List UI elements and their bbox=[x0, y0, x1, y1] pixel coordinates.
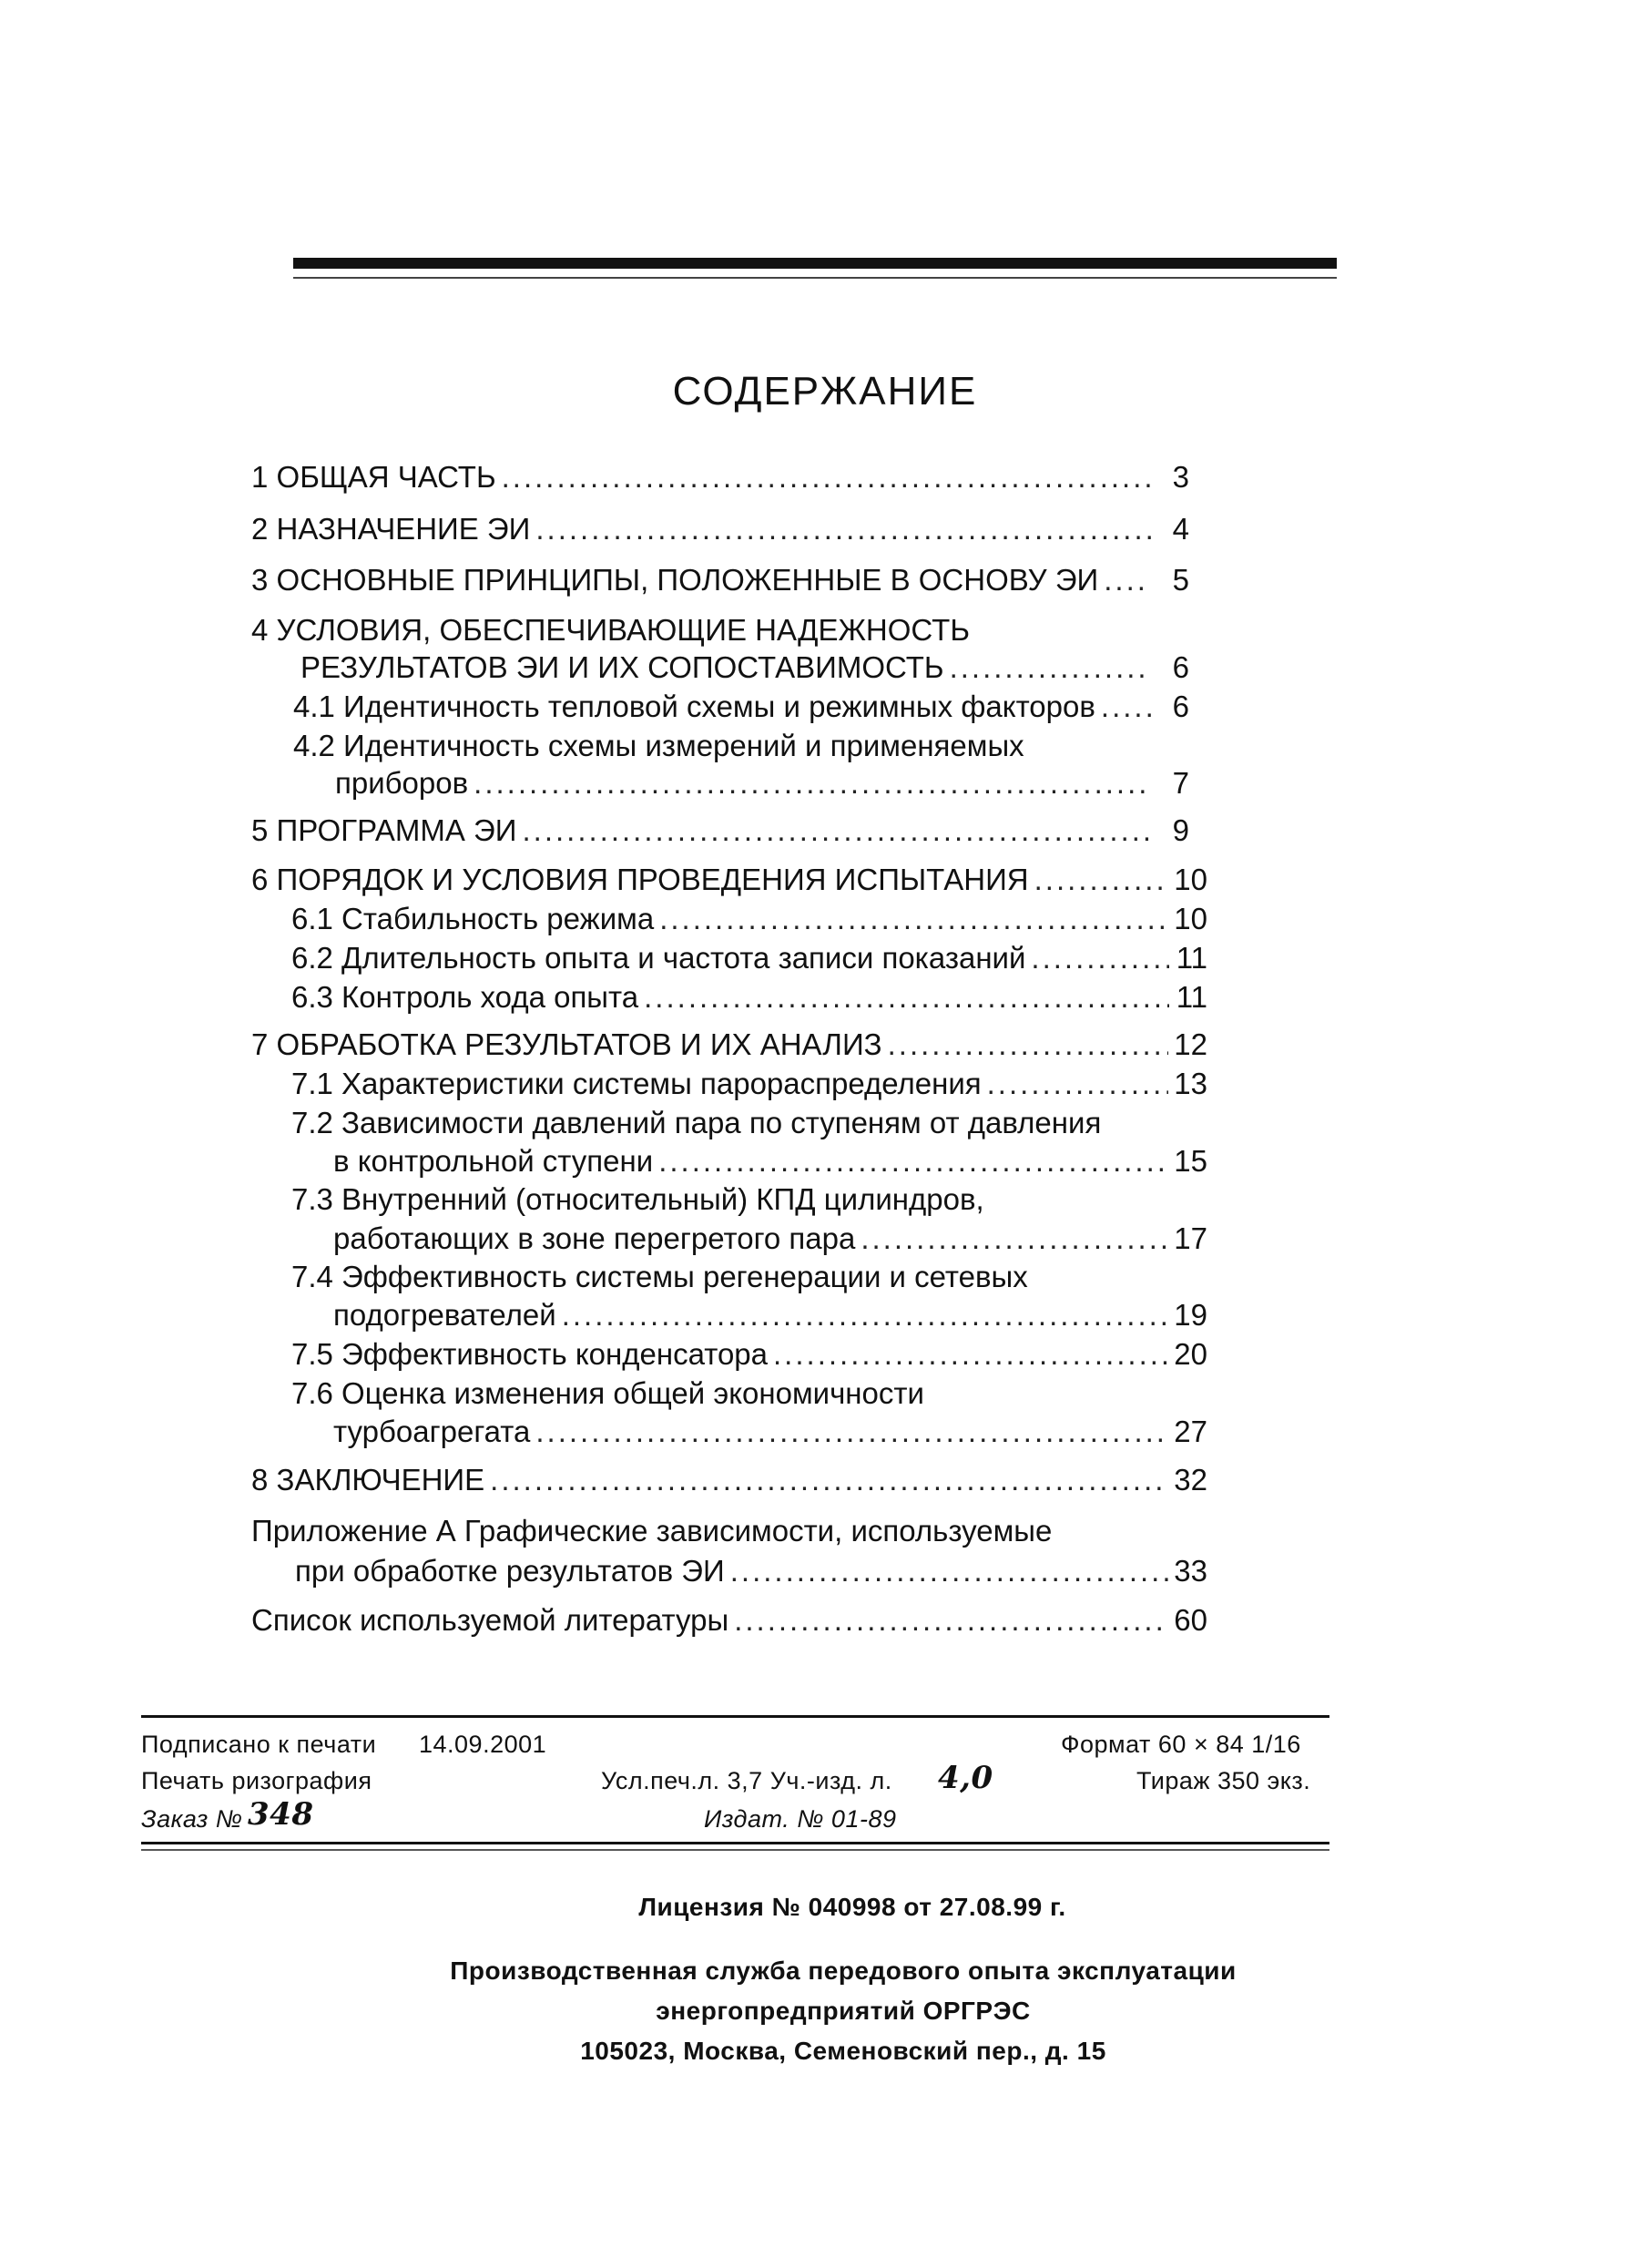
toc-entry-text: 7.1 Характеристики системы парораспределения bbox=[291, 1067, 982, 1100]
toc-entry-text: 8 ЗАКЛЮЧЕНИЕ bbox=[251, 1463, 485, 1497]
toc-page-number: 20 bbox=[1174, 1337, 1207, 1371]
imprint-izdat: Издат. № 01-89 bbox=[704, 1805, 897, 1833]
toc-entry-7-2-line1: 7.2 Зависимости давлений пара по ступеням от давления bbox=[291, 1106, 1102, 1139]
toc-leader bbox=[535, 1415, 1168, 1449]
toc-page-number: 33 bbox=[1174, 1554, 1207, 1588]
toc-page-number: 7 bbox=[1172, 766, 1189, 800]
toc-entry-appendix-line1: Приложение А Графические зависимости, используемые bbox=[251, 1514, 1053, 1548]
toc-page-number: 12 bbox=[1174, 1027, 1207, 1061]
toc-entry-7-6[interactable] bbox=[333, 1415, 1207, 1449]
toc-entry-7-3-line1: 7.3 Внутренний (относительный) КПД цилиндров, bbox=[291, 1182, 984, 1216]
toc-entry-6-2[interactable] bbox=[291, 941, 1207, 976]
toc-leader bbox=[987, 1067, 1169, 1101]
toc-entry-7-5[interactable] bbox=[291, 1337, 1207, 1372]
toc-page-number: 6 bbox=[1172, 690, 1189, 723]
toc-leader bbox=[950, 650, 1151, 685]
imprint-tirage: Тираж 350 экз. bbox=[1136, 1767, 1311, 1794]
toc-entry-7-2[interactable] bbox=[333, 1144, 1207, 1179]
toc-entry-4-line1: 4 УСЛОВИЯ, ОБЕСПЕЧИВАЮЩИЕ НАДЕЖНОСТЬ bbox=[251, 613, 970, 647]
toc-entry-appendix[interactable] bbox=[295, 1554, 1207, 1589]
imprint-signed-date: 14.09.2001 bbox=[419, 1731, 547, 1758]
toc-page-number: 17 bbox=[1174, 1221, 1207, 1255]
toc-page-number: 27 bbox=[1174, 1415, 1207, 1448]
toc-entry-2[interactable] bbox=[251, 512, 1189, 547]
license-line: Лицензия № 040998 от 27.08.99 г. bbox=[638, 1893, 1066, 1921]
publisher-line-3: 105023, Москва, Семеновский пер., д. 15 bbox=[580, 2037, 1106, 2065]
toc-leader bbox=[490, 1463, 1168, 1497]
imprint-usl: Усл.печ.л. 3,7 Уч.-изд. л. bbox=[601, 1767, 892, 1794]
toc-leader bbox=[658, 1144, 1168, 1179]
imprint-order-label: Заказ № bbox=[141, 1805, 243, 1833]
toc-entry-text: 1 ОБЩАЯ ЧАСТЬ bbox=[251, 460, 496, 494]
toc-entry-5[interactable] bbox=[251, 813, 1189, 848]
toc-entry-text: при обработке результатов ЭИ bbox=[295, 1554, 725, 1588]
imprint-rule-bottom bbox=[141, 1842, 1329, 1844]
toc-leader bbox=[730, 1554, 1169, 1589]
toc-leader bbox=[522, 813, 1151, 848]
toc-entry-7-4[interactable] bbox=[333, 1298, 1207, 1333]
toc-entry-text: 6.2 Длительность опыта и частота записи показаний bbox=[291, 941, 1026, 975]
toc-page-number: 6 bbox=[1172, 650, 1189, 684]
toc-entry-4-2[interactable] bbox=[335, 766, 1189, 801]
toc-leader bbox=[773, 1337, 1168, 1372]
toc-entry-7-1[interactable] bbox=[291, 1067, 1207, 1101]
toc-entry-text: 2 НАЗНАЧЕНИЕ ЭИ bbox=[251, 512, 531, 546]
toc-leader bbox=[1104, 563, 1151, 598]
toc-entry-7-4-line1: 7.4 Эффективность системы регенерации и сетевых bbox=[291, 1260, 1028, 1293]
toc-leader bbox=[888, 1027, 1169, 1062]
toc-entry-7-3[interactable] bbox=[333, 1221, 1207, 1256]
toc-page-number: 9 bbox=[1172, 813, 1189, 847]
toc-leader bbox=[502, 460, 1151, 495]
imprint-rule-bottom-thin bbox=[141, 1849, 1329, 1851]
toc-leader bbox=[644, 980, 1169, 1015]
toc-page-number: 60 bbox=[1174, 1603, 1207, 1637]
toc-entry-text: 5 ПРОГРАММА ЭИ bbox=[251, 813, 517, 847]
toc-entry-text: работающих в зоне перегретого пара bbox=[333, 1221, 856, 1255]
toc-page-number: 3 bbox=[1172, 460, 1189, 494]
imprint-rule-top bbox=[141, 1715, 1329, 1718]
toc-entry-text: 6.3 Контроль хода опыта bbox=[291, 980, 639, 1014]
page-title: СОДЕРЖАНИЕ bbox=[672, 369, 978, 414]
toc-leader bbox=[562, 1298, 1169, 1333]
toc-entry-8[interactable] bbox=[251, 1463, 1207, 1497]
imprint-print: Печать ризография bbox=[141, 1767, 372, 1794]
toc-entry-text: приборов bbox=[335, 766, 469, 800]
toc-leader bbox=[1101, 690, 1151, 724]
imprint-order-value: 348 bbox=[248, 1796, 314, 1833]
toc-entry-references[interactable] bbox=[251, 1603, 1207, 1638]
publisher-line-2: энергопредприятий ОРГРЭС bbox=[656, 1997, 1031, 2025]
imprint-signed-label: Подписано к печати bbox=[141, 1731, 377, 1758]
toc-leader bbox=[1034, 863, 1169, 897]
toc-page-number: 15 bbox=[1174, 1144, 1207, 1178]
toc-entry-text: 7.5 Эффективность конденсатора bbox=[291, 1337, 769, 1371]
toc-page-number: 11 bbox=[1176, 980, 1207, 1014]
publisher-line-1: Производственная служба передового опыта эксплуатации bbox=[450, 1956, 1237, 1985]
toc-leader bbox=[861, 1221, 1168, 1256]
imprint-uch-value: 4,0 bbox=[938, 1760, 993, 1796]
toc-entry-3[interactable] bbox=[251, 563, 1189, 598]
toc-entry-text: 4.1 Идентичность тепловой схемы и режимных факторов bbox=[293, 690, 1095, 723]
toc-entry-text: в контрольной ступени bbox=[333, 1144, 654, 1178]
toc-page-number: 13 bbox=[1174, 1067, 1207, 1100]
toc-entry-text: 3 ОСНОВНЫЕ ПРИНЦИПЫ, ПОЛОЖЕННЫЕ В ОСНОВУ ЭИ bbox=[251, 563, 1099, 597]
toc-leader bbox=[474, 766, 1151, 801]
toc-entry-text: РЕЗУЛЬТАТОВ ЭИ И ИХ СОПОСТАВИМОСТЬ bbox=[300, 650, 944, 684]
toc-entry-text: подогревателей bbox=[333, 1298, 556, 1332]
toc-leader bbox=[659, 902, 1168, 936]
toc-leader bbox=[1031, 941, 1169, 976]
toc-entry-6-1[interactable] bbox=[291, 902, 1207, 936]
toc-entry-4-1[interactable] bbox=[293, 690, 1189, 724]
toc-entry-text: Список используемой литературы bbox=[251, 1603, 729, 1637]
toc-leader bbox=[734, 1603, 1168, 1638]
toc-entry-6[interactable] bbox=[251, 863, 1207, 897]
toc-entry-text: 6 ПОРЯДОК И УСЛОВИЯ ПРОВЕДЕНИЯ ИСПЫТАНИЯ bbox=[251, 863, 1029, 896]
toc-page-number: 11 bbox=[1176, 941, 1207, 975]
toc-entry-6-3[interactable] bbox=[291, 980, 1207, 1015]
toc-entry-1[interactable] bbox=[251, 460, 1189, 495]
toc-leader bbox=[535, 512, 1151, 547]
toc-entry-4-2-line1: 4.2 Идентичность схемы измерений и применяемых bbox=[293, 729, 1024, 762]
toc-page-number: 10 bbox=[1174, 902, 1207, 935]
toc-page-number: 4 bbox=[1172, 512, 1189, 546]
toc-page-number: 19 bbox=[1174, 1298, 1207, 1332]
toc-page-number: 5 bbox=[1172, 563, 1189, 597]
header-rule bbox=[293, 258, 1337, 269]
header-rule-thin bbox=[293, 277, 1337, 279]
toc-page-number: 10 bbox=[1174, 863, 1207, 896]
toc-entry-7[interactable] bbox=[251, 1027, 1207, 1062]
toc-entry-text: 6.1 Стабильность режима bbox=[291, 902, 655, 935]
toc-page-number: 32 bbox=[1174, 1463, 1207, 1497]
imprint-format: Формат 60 × 84 1/16 bbox=[1061, 1731, 1301, 1758]
toc-entry-text: 7 ОБРАБОТКА РЕЗУЛЬТАТОВ И ИХ АНАЛИЗ bbox=[251, 1027, 882, 1061]
toc-entry-7-6-line1: 7.6 Оценка изменения общей экономичности bbox=[291, 1376, 924, 1410]
toc-entry-text: турбоагрегата bbox=[333, 1415, 531, 1448]
toc-entry-4[interactable] bbox=[300, 650, 1189, 685]
